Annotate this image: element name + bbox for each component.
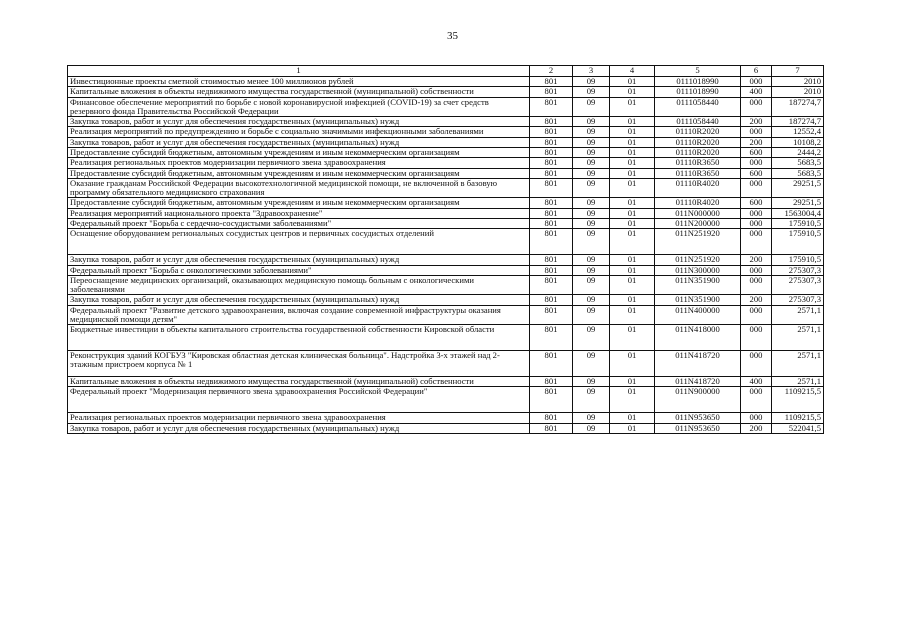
row-expense-type-cell: 000 <box>741 178 772 198</box>
row-target-article-cell: 01110R2020 <box>655 137 741 147</box>
table-row <box>68 218 824 228</box>
row-section-cell: 09 <box>573 255 610 265</box>
row-amount-cell: 175910,5 <box>772 218 824 228</box>
row-amount-cell: 1563004,4 <box>772 208 824 218</box>
row-expense-type-cell: 000 <box>741 325 772 351</box>
row-section-cell: 09 <box>573 229 610 255</box>
column-header: 1 <box>68 66 530 77</box>
row-expense-type-cell: 600 <box>741 147 772 157</box>
row-target-article-cell: 0111058440 <box>655 117 741 127</box>
row-section-cell: 09 <box>573 178 610 198</box>
table-row <box>68 387 824 413</box>
row-name-cell: Капитальные вложения в объекты недвижимого имущества государственной (муниципальной) собственности <box>68 377 530 387</box>
row-subsection-cell: 01 <box>610 97 655 117</box>
budget-table <box>67 65 824 434</box>
column-header: 3 <box>573 66 610 77</box>
row-section-cell: 09 <box>573 158 610 168</box>
row-target-article-cell: 011N418720 <box>655 377 741 387</box>
row-amount-cell: 522041,5 <box>772 423 824 433</box>
row-expense-type-cell: 000 <box>741 127 772 137</box>
row-ministry-code-cell: 801 <box>530 198 573 208</box>
row-target-article-cell: 011N200000 <box>655 218 741 228</box>
row-subsection-cell: 01 <box>610 168 655 178</box>
row-expense-type-cell: 200 <box>741 295 772 305</box>
row-ministry-code-cell: 801 <box>530 305 573 325</box>
row-ministry-code-cell: 801 <box>530 265 573 275</box>
row-section-cell: 09 <box>573 77 610 87</box>
row-ministry-code-cell: 801 <box>530 178 573 198</box>
row-target-article-cell: 01110R3650 <box>655 158 741 168</box>
row-expense-type-cell: 000 <box>741 275 772 295</box>
column-number-row <box>68 66 824 77</box>
row-expense-type-cell: 200 <box>741 255 772 265</box>
row-name-cell: Федеральный проект "Борьба с онкологическими заболеваниями" <box>68 265 530 275</box>
row-subsection-cell: 01 <box>610 413 655 423</box>
table-row <box>68 413 824 423</box>
table-row <box>68 178 824 198</box>
row-subsection-cell: 01 <box>610 325 655 351</box>
row-subsection-cell: 01 <box>610 117 655 127</box>
row-ministry-code-cell: 801 <box>530 137 573 147</box>
table-row <box>68 97 824 117</box>
row-name-cell: Инвестиционные проекты сметной стоимостью менее 100 миллионов рублей <box>68 77 530 87</box>
row-name-cell: Переоснащение медицинских организаций, оказывающих медицинскую помощь больным с онкологическими заболеваниями <box>68 275 530 295</box>
row-name-cell: Закупка товаров, работ и услуг для обеспечения государственных (муниципальных) нужд <box>68 295 530 305</box>
row-subsection-cell: 01 <box>610 127 655 137</box>
row-amount-cell: 2571,1 <box>772 377 824 387</box>
row-expense-type-cell: 000 <box>741 158 772 168</box>
row-name-cell: Закупка товаров, работ и услуг для обеспечения государственных (муниципальных) нужд <box>68 255 530 265</box>
row-amount-cell: 5683,5 <box>772 158 824 168</box>
row-name-cell: Реконструкция зданий КОГБУЗ "Кировская областная детская клиническая больница". Надстройка 3-х этажей над 2-этажным пристроем корпуса № 1 <box>68 351 530 377</box>
table-row <box>68 423 824 433</box>
row-subsection-cell: 01 <box>610 255 655 265</box>
row-name-cell: Закупка товаров, работ и услуг для обеспечения государственных (муниципальных) нужд <box>68 137 530 147</box>
row-name-cell: Оснащение оборудованием региональных сосудистых центров и первичных сосудистых отделений <box>68 229 530 255</box>
table-row <box>68 377 824 387</box>
row-ministry-code-cell: 801 <box>530 208 573 218</box>
column-header: 2 <box>530 66 573 77</box>
row-section-cell: 09 <box>573 377 610 387</box>
row-ministry-code-cell: 801 <box>530 325 573 351</box>
row-subsection-cell: 01 <box>610 305 655 325</box>
row-name-cell: Закупка товаров, работ и услуг для обеспечения государственных (муниципальных) нужд <box>68 423 530 433</box>
row-target-article-cell: 011N251920 <box>655 255 741 265</box>
row-expense-type-cell: 400 <box>741 377 772 387</box>
table-body <box>68 77 824 434</box>
row-amount-cell: 2571,1 <box>772 325 824 351</box>
row-amount-cell: 2010 <box>772 77 824 87</box>
row-amount-cell: 1109215,5 <box>772 387 824 413</box>
row-name-cell: Оказание гражданам Российской Федерации высокотехнологичной медицинской помощи, не включенной в базовую программу обязательного медицинского страхования <box>68 178 530 198</box>
row-name-cell: Предоставление субсидий бюджетным, автономным учреждениям и иным некоммерческим организациям <box>68 168 530 178</box>
row-expense-type-cell: 400 <box>741 87 772 97</box>
row-section-cell: 09 <box>573 147 610 157</box>
table-row <box>68 265 824 275</box>
row-expense-type-cell: 200 <box>741 137 772 147</box>
row-name-cell: Реализация мероприятий по предупреждению и борьбе с социально значимыми инфекционными заболеваниями <box>68 127 530 137</box>
row-expense-type-cell: 000 <box>741 97 772 117</box>
row-subsection-cell: 01 <box>610 208 655 218</box>
row-section-cell: 09 <box>573 387 610 413</box>
table-row <box>68 117 824 127</box>
table-row <box>68 351 824 377</box>
row-target-article-cell: 0111058440 <box>655 97 741 117</box>
row-expense-type-cell: 000 <box>741 208 772 218</box>
row-target-article-cell: 011N351900 <box>655 295 741 305</box>
row-target-article-cell: 011N300000 <box>655 265 741 275</box>
row-section-cell: 09 <box>573 325 610 351</box>
row-ministry-code-cell: 801 <box>530 127 573 137</box>
row-expense-type-cell: 200 <box>741 423 772 433</box>
row-amount-cell: 10108,2 <box>772 137 824 147</box>
row-target-article-cell: 01110R3650 <box>655 168 741 178</box>
row-section-cell: 09 <box>573 208 610 218</box>
row-amount-cell: 187274,7 <box>772 117 824 127</box>
row-target-article-cell: 01110R2020 <box>655 147 741 157</box>
row-subsection-cell: 01 <box>610 158 655 168</box>
column-header: 4 <box>610 66 655 77</box>
row-subsection-cell: 01 <box>610 147 655 157</box>
column-header: 5 <box>655 66 741 77</box>
page-number: 35 <box>447 30 458 42</box>
row-amount-cell: 275307,3 <box>772 275 824 295</box>
row-subsection-cell: 01 <box>610 295 655 305</box>
row-subsection-cell: 01 <box>610 351 655 377</box>
row-ministry-code-cell: 801 <box>530 77 573 87</box>
table-row <box>68 255 824 265</box>
row-target-article-cell: 011N000000 <box>655 208 741 218</box>
row-name-cell: Реализация региональных проектов модернизации первичного звена здравоохранения <box>68 158 530 168</box>
row-amount-cell: 175910,5 <box>772 255 824 265</box>
row-name-cell: Реализация мероприятий национального проекта "Здравоохранение" <box>68 208 530 218</box>
table-row <box>68 208 824 218</box>
row-amount-cell: 275307,3 <box>772 295 824 305</box>
row-section-cell: 09 <box>573 218 610 228</box>
row-subsection-cell: 01 <box>610 178 655 198</box>
row-expense-type-cell: 000 <box>741 387 772 413</box>
row-subsection-cell: 01 <box>610 265 655 275</box>
row-name-cell: Федеральный проект "Борьба с сердечно-сосудистыми заболеваниями" <box>68 218 530 228</box>
row-section-cell: 09 <box>573 275 610 295</box>
row-section-cell: 09 <box>573 97 610 117</box>
row-expense-type-cell: 000 <box>741 229 772 255</box>
row-ministry-code-cell: 801 <box>530 229 573 255</box>
row-name-cell: Предоставление субсидий бюджетным, автономным учреждениям и иным некоммерческим организациям <box>68 198 530 208</box>
row-subsection-cell: 01 <box>610 87 655 97</box>
row-target-article-cell: 011N953650 <box>655 413 741 423</box>
row-ministry-code-cell: 801 <box>530 218 573 228</box>
row-subsection-cell: 01 <box>610 275 655 295</box>
row-target-article-cell: 011N418720 <box>655 351 741 377</box>
row-amount-cell: 5683,5 <box>772 168 824 178</box>
table-row <box>68 275 824 295</box>
row-expense-type-cell: 000 <box>741 265 772 275</box>
row-ministry-code-cell: 801 <box>530 275 573 295</box>
row-section-cell: 09 <box>573 295 610 305</box>
row-target-article-cell: 011N418000 <box>655 325 741 351</box>
row-name-cell: Федеральный проект "Модернизация первичного звена здравоохранения Российской Федерации" <box>68 387 530 413</box>
row-ministry-code-cell: 801 <box>530 168 573 178</box>
row-section-cell: 09 <box>573 265 610 275</box>
table-row <box>68 127 824 137</box>
row-target-article-cell: 0111018990 <box>655 77 741 87</box>
row-ministry-code-cell: 801 <box>530 377 573 387</box>
row-section-cell: 09 <box>573 305 610 325</box>
row-name-cell: Бюджетные инвестиции в объекты капитального строительства государственной собственности Кировской области <box>68 325 530 351</box>
row-expense-type-cell: 600 <box>741 198 772 208</box>
row-name-cell: Реализация региональных проектов модернизации первичного звена здравоохранения <box>68 413 530 423</box>
row-section-cell: 09 <box>573 423 610 433</box>
table-row <box>68 305 824 325</box>
column-header: 6 <box>741 66 772 77</box>
row-target-article-cell: 011N953650 <box>655 423 741 433</box>
row-section-cell: 09 <box>573 168 610 178</box>
row-expense-type-cell: 000 <box>741 413 772 423</box>
row-ministry-code-cell: 801 <box>530 423 573 433</box>
column-header: 7 <box>772 66 824 77</box>
table-row <box>68 198 824 208</box>
table-row <box>68 77 824 87</box>
row-amount-cell: 29251,5 <box>772 178 824 198</box>
row-name-cell: Финансовое обеспечение мероприятий по борьбе с новой коронавирусной инфекцией (COVID-19) за счет средств резервного фонда Правительства Российской Федерации <box>68 97 530 117</box>
row-ministry-code-cell: 801 <box>530 255 573 265</box>
row-subsection-cell: 01 <box>610 423 655 433</box>
row-ministry-code-cell: 801 <box>530 295 573 305</box>
row-amount-cell: 29251,5 <box>772 198 824 208</box>
row-subsection-cell: 01 <box>610 198 655 208</box>
row-subsection-cell: 01 <box>610 137 655 147</box>
row-amount-cell: 2571,1 <box>772 351 824 377</box>
row-expense-type-cell: 000 <box>741 351 772 377</box>
row-name-cell: Предоставление субсидий бюджетным, автономным учреждениям и иным некоммерческим организациям <box>68 147 530 157</box>
row-amount-cell: 175910,5 <box>772 229 824 255</box>
table-row <box>68 137 824 147</box>
row-amount-cell: 187274,7 <box>772 97 824 117</box>
row-target-article-cell: 01110R4020 <box>655 178 741 198</box>
row-target-article-cell: 01110R4020 <box>655 198 741 208</box>
row-section-cell: 09 <box>573 137 610 147</box>
row-section-cell: 09 <box>573 87 610 97</box>
row-section-cell: 09 <box>573 198 610 208</box>
row-section-cell: 09 <box>573 351 610 377</box>
row-amount-cell: 12552,4 <box>772 127 824 137</box>
row-ministry-code-cell: 801 <box>530 97 573 117</box>
row-target-article-cell: 011N400000 <box>655 305 741 325</box>
row-target-article-cell: 0111018990 <box>655 87 741 97</box>
row-amount-cell: 2444,2 <box>772 147 824 157</box>
row-subsection-cell: 01 <box>610 377 655 387</box>
row-ministry-code-cell: 801 <box>530 87 573 97</box>
table-row <box>68 229 824 255</box>
row-amount-cell: 1109215,5 <box>772 413 824 423</box>
row-ministry-code-cell: 801 <box>530 147 573 157</box>
row-section-cell: 09 <box>573 413 610 423</box>
table-row <box>68 87 824 97</box>
row-expense-type-cell: 000 <box>741 218 772 228</box>
row-ministry-code-cell: 801 <box>530 413 573 423</box>
row-subsection-cell: 01 <box>610 218 655 228</box>
row-target-article-cell: 011N251920 <box>655 229 741 255</box>
table-row <box>68 158 824 168</box>
row-subsection-cell: 01 <box>610 387 655 413</box>
row-amount-cell: 2571,1 <box>772 305 824 325</box>
row-expense-type-cell: 600 <box>741 168 772 178</box>
row-expense-type-cell: 000 <box>741 305 772 325</box>
row-name-cell: Капитальные вложения в объекты недвижимого имущества государственной (муниципальной) собственности <box>68 87 530 97</box>
row-ministry-code-cell: 801 <box>530 387 573 413</box>
row-amount-cell: 275307,3 <box>772 265 824 275</box>
row-section-cell: 09 <box>573 127 610 137</box>
table-row <box>68 147 824 157</box>
row-name-cell: Закупка товаров, работ и услуг для обеспечения государственных (муниципальных) нужд <box>68 117 530 127</box>
row-ministry-code-cell: 801 <box>530 351 573 377</box>
row-ministry-code-cell: 801 <box>530 158 573 168</box>
row-subsection-cell: 01 <box>610 77 655 87</box>
row-target-article-cell: 011N351900 <box>655 275 741 295</box>
row-section-cell: 09 <box>573 117 610 127</box>
row-name-cell: Федеральный проект "Развитие детского здравоохранения, включая создание современной инфраструктуры оказания медицинской помощи детям" <box>68 305 530 325</box>
table-row <box>68 168 824 178</box>
row-subsection-cell: 01 <box>610 229 655 255</box>
row-expense-type-cell: 000 <box>741 77 772 87</box>
row-expense-type-cell: 200 <box>741 117 772 127</box>
table-row <box>68 295 824 305</box>
row-target-article-cell: 01110R2020 <box>655 127 741 137</box>
table-row <box>68 325 824 351</box>
row-ministry-code-cell: 801 <box>530 117 573 127</box>
row-amount-cell: 2010 <box>772 87 824 97</box>
row-target-article-cell: 011N900000 <box>655 387 741 413</box>
